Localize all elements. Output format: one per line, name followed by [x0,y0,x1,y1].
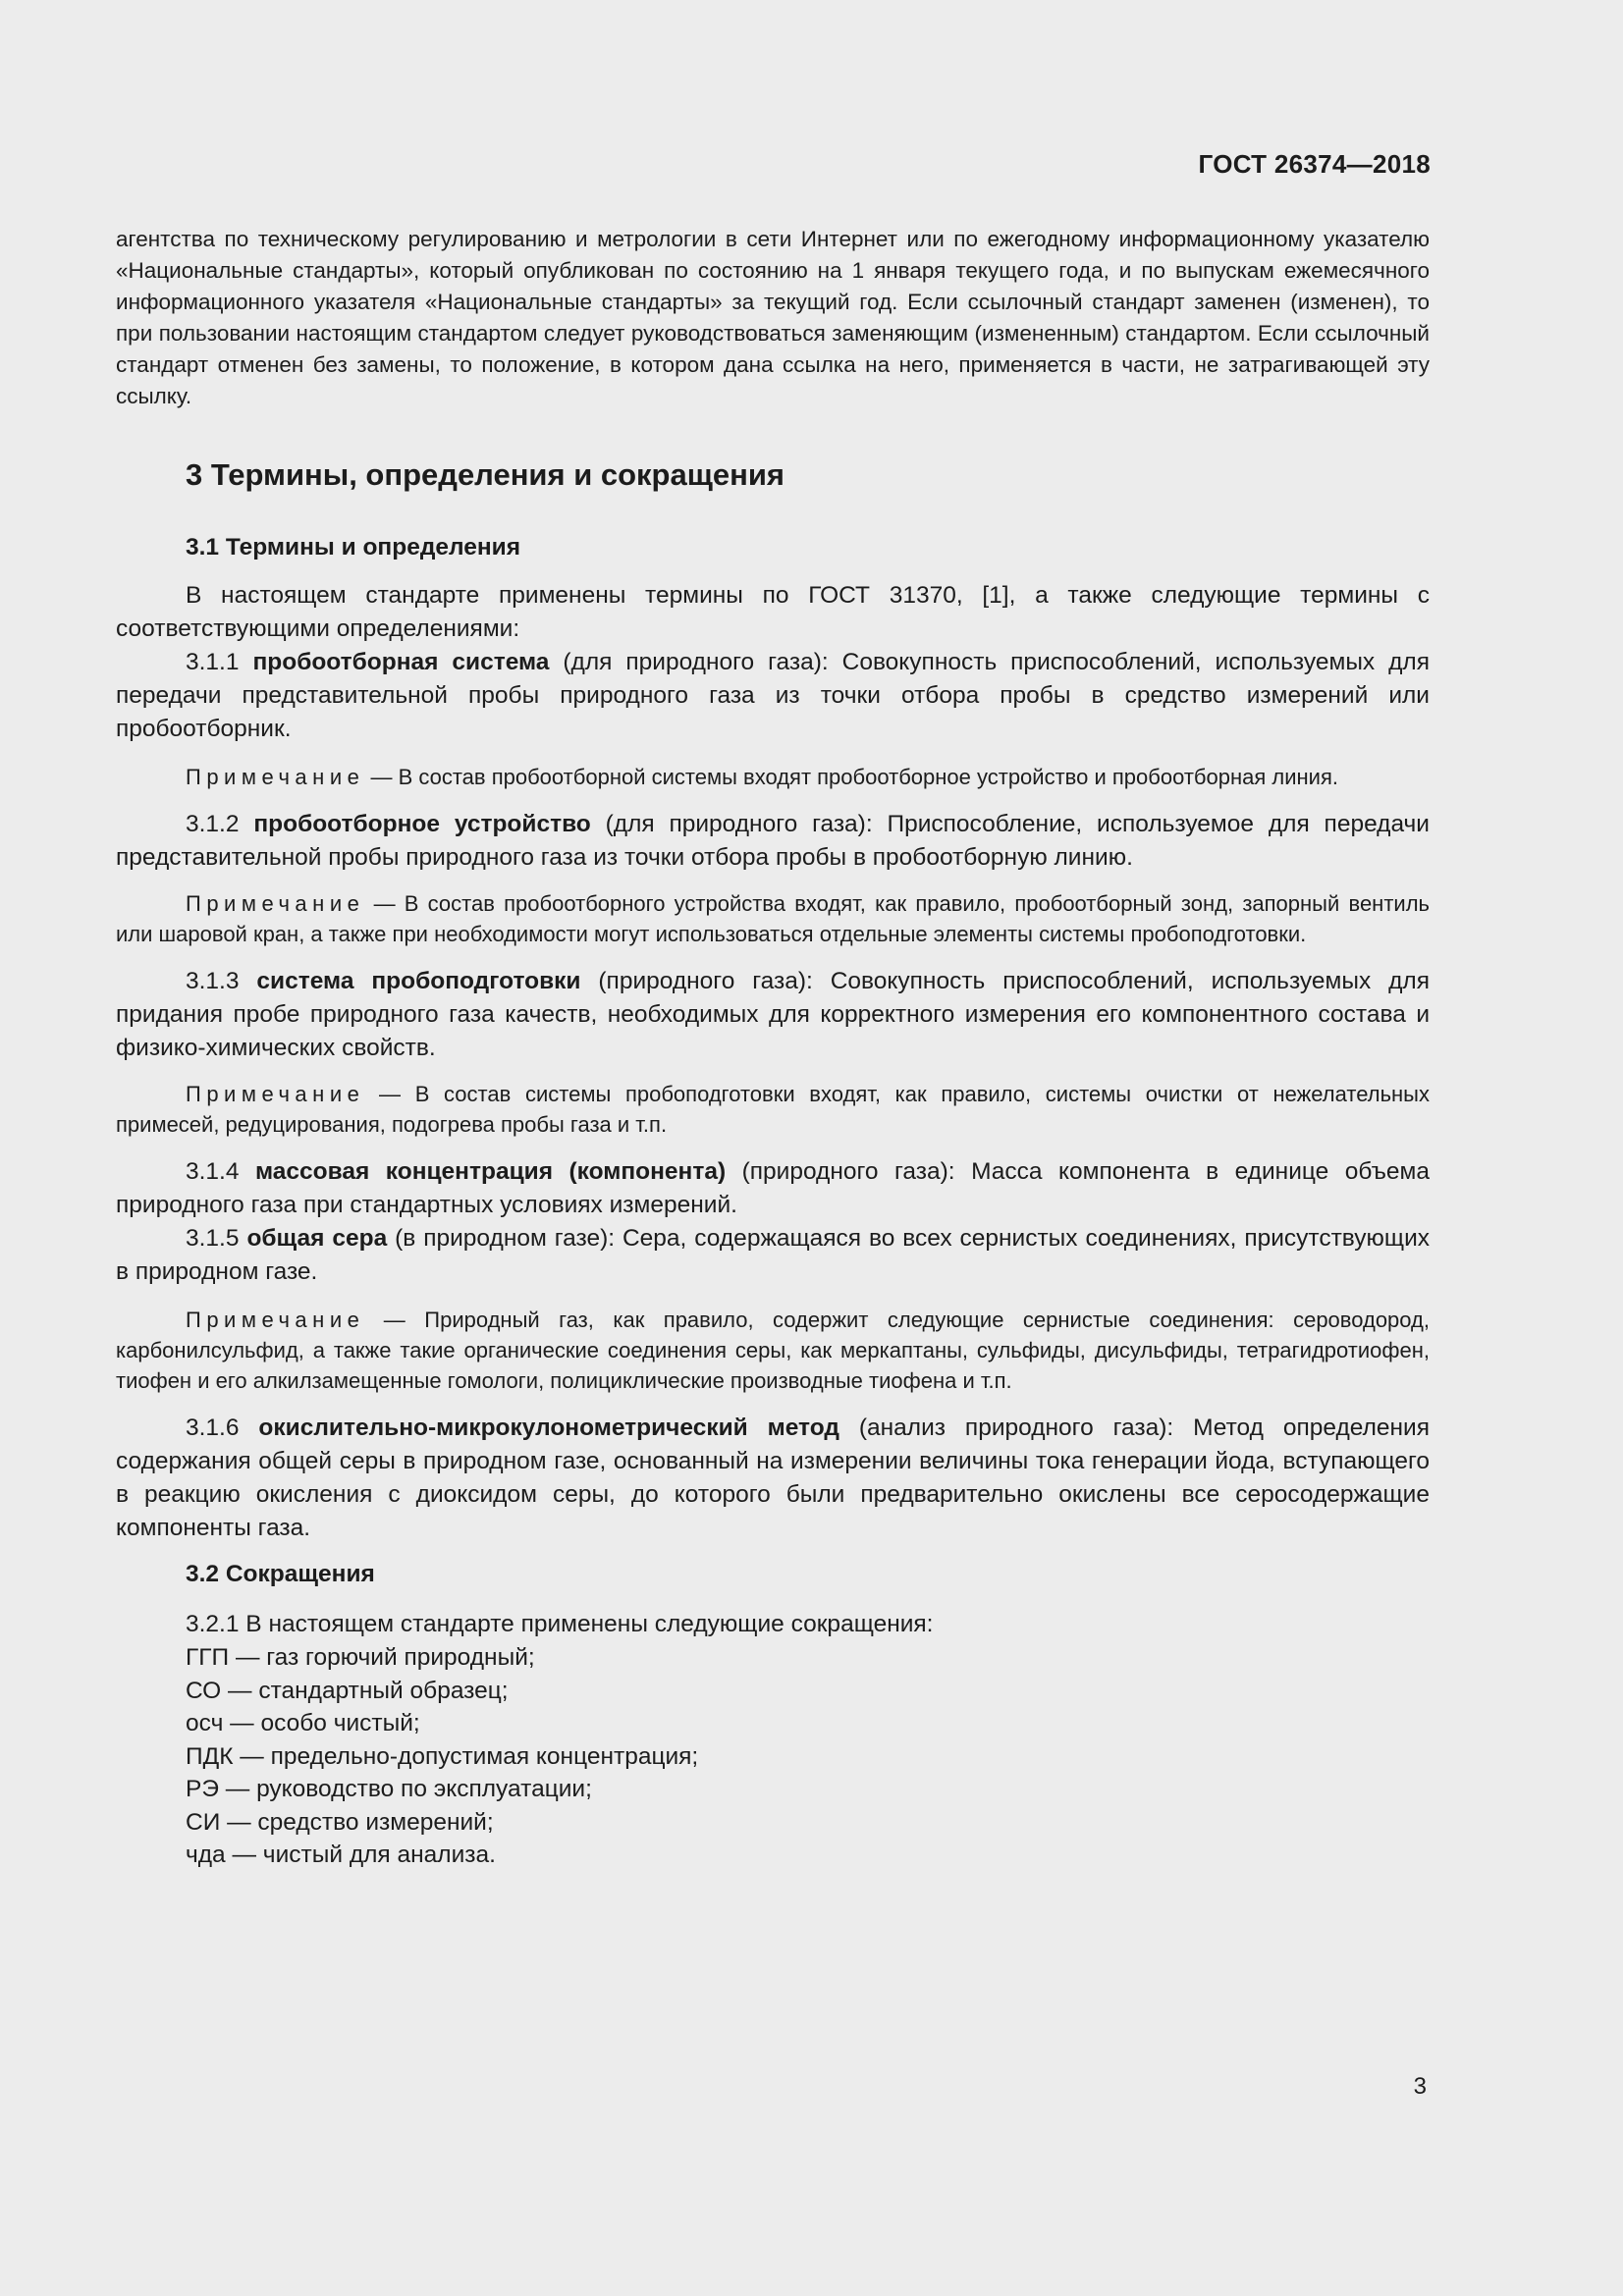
subsection-3-1-title: 3.1 Термины и определения [186,534,521,561]
abbreviations-list [116,1641,1430,1872]
term-number: 3.1.6 [186,1415,240,1441]
term-3-1-3 [116,965,1430,1065]
list-item: СИ — средство измерений; [186,1808,494,1836]
term-name: пробоотборная система [252,649,550,675]
list-item: чда — чистый для анализа. [186,1842,496,1868]
note-3-1-5 [116,1305,1430,1396]
term-3-1-5 [116,1222,1430,1289]
term-3-1-4 [116,1155,1430,1222]
term-3-1-6 [116,1412,1430,1545]
term-definition: (анализ природного газа): Метод определения содержания общей серы в природном газе, основанный на измерении величины тока генерации йода, вступающего в реакцию окисления с диоксидом серы, до которого были предварительно окислены все серосодержащие компоненты газа. [116,1415,1430,1541]
note-label: Примечание [186,1308,365,1332]
note-text: — В состав пробоотборного устройства входят, как правило, пробоотборный зонд, запорный вентиль или шаровой кран, а также при необходимости могут использоваться отдельные элементы системы пробоподготовки. [116,891,1430,946]
note-text: — В состав системы пробоподготовки входят, как правило, системы очистки от нежелательных примесей, редуцирования, подогрева пробы газа и т.п. [116,1082,1430,1137]
term-definition: (для природного газа): Совокупность приспособлений, используемых для передачи представительной пробы природного газа из точки отбора пробы в средство измерений или пробоотборник. [116,649,1430,742]
term-name: общая сера [246,1225,388,1252]
term-number: 3.1.5 [186,1225,240,1252]
page-number: 3 [1413,2073,1427,2100]
term-definition: (природного газа): Масса компонента в единице объема природного газа при стандартных условиях измерений. [116,1158,1430,1218]
term-name: окислительно-микрокулонометрический метод [258,1415,839,1441]
term-number: 3.1.2 [186,811,240,837]
note-text: — В состав пробоотборной системы входят пробоотборное устройство и пробоотборная линия. [364,765,1338,789]
term-3-1-2 [116,808,1430,875]
term-number: 3.1.3 [186,968,240,994]
note-label: Примечание [186,891,365,916]
abbreviations-lead: 3.2.1 В настоящем стандарте применены следующие сокращения: [186,1611,934,1637]
term-name: массовая концентрация (компонента) [255,1158,727,1185]
term-name: пробоотборное устройство [253,811,591,837]
note-3-1-1 [116,762,1430,792]
note-label: Примечание [186,1082,365,1106]
page-content [116,224,1430,1872]
note-3-1-3 [116,1079,1430,1140]
list-item: СО — стандартный образец; [186,1677,509,1704]
term-3-1-1 [116,646,1430,746]
list-item: ПДК — предельно-допустимая концентрация; [186,1742,699,1770]
term-definition: (в природном газе): Сера, содержащаяся во всех сернистых соединениях, присутствующих в природном газе. [116,1225,1431,1285]
terms-lead-paragraph: В настоящем стандарте применены термины по ГОСТ 31370, [1], а также следующие термины с соответствующими определениями: [116,582,1430,642]
term-definition: (природного газа): Совокупность приспособлений, используемых для придания пробе природного газа качеств, необходимых для корректного измерения его компонентного состава и физико-химических свойств. [116,968,1430,1061]
subsection-3-2-title: 3.2 Сокращения [186,1561,375,1587]
list-item: осч — особо чистый; [186,1710,420,1736]
note-label: Примечание [186,765,365,789]
term-number: 3.1.4 [186,1158,240,1185]
term-number: 3.1.1 [186,649,240,675]
section-3-title: 3 Термины, определения и сокращения [186,457,784,492]
document-code-header: ГОСТ 26374—2018 [1198,149,1431,179]
term-name: система пробоподготовки [256,968,581,994]
intro-paragraph: агентства по техническому регулированию и метрологии в сети Интернет или по ежегодному информационному указателю «Национальные стандарты», который опубликован по состоянию на 1 января текущего года, и по выпускам ежемесячного информационного указателя «Национальные стандарты» за текущий год. Если ссылочный стандарт заменен (изменен), то при пользовании настоящим стандартом следует руководствоваться заменяющим (измененным) стандартом. Если ссылочный стандарт отменен без замены, то положение, в котором дана ссылка на него, применяется в части, не затрагивающей эту ссылку. [116,227,1430,408]
note-text: — Природный газ, как правило, содержит следующие сернистые соединения: сероводород, карбонилсульфид, а также такие органические соединения серы, как меркаптаны, сульфиды, дисульфиды, тетрагидротиофен, тиофен и его алкилзамещенные гомологи, полициклические производные тиофена и т.п. [116,1308,1430,1393]
list-item: ГГП — газ горючий природный; [186,1644,535,1671]
note-3-1-2 [116,888,1430,949]
list-item: РЭ — руководство по эксплуатации; [186,1776,592,1802]
term-definition: (для природного газа): Приспособление, используемое для передачи представительной пробы природного газа из точки отбора пробы в пробоотборную линию. [116,811,1430,871]
